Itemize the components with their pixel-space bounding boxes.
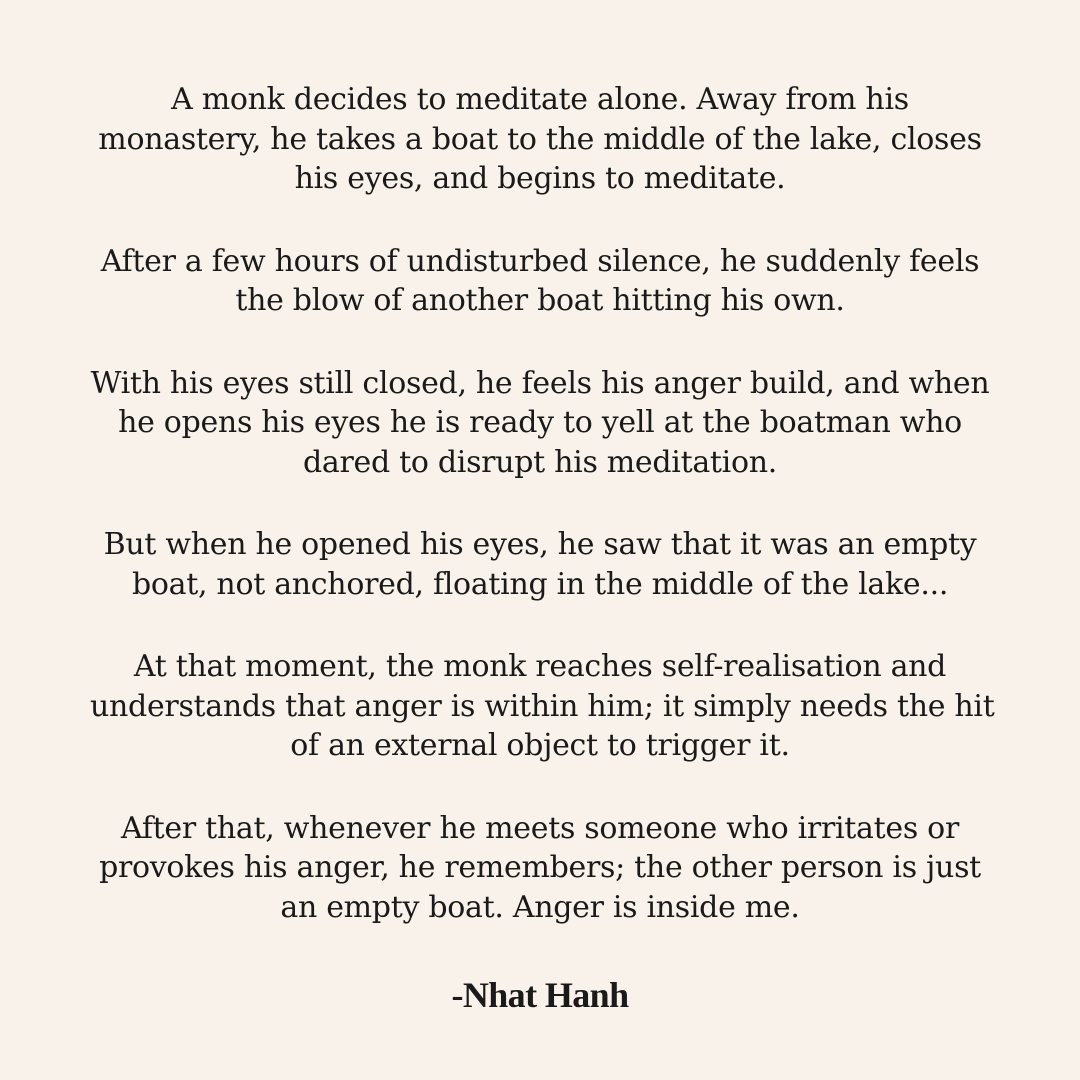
paragraph-line: understands that anger is within him; it simply needs the hit bbox=[90, 688, 995, 724]
paragraph-line: With his eyes still closed, he feels his anger build, and when bbox=[90, 365, 990, 401]
paragraph-line: At that moment, the monk reaches self-realisation and bbox=[133, 649, 947, 684]
paragraph-line: A monk decides to meditate alone. Away from his bbox=[171, 82, 909, 117]
paragraph-line: he opens his eyes he is ready to yell at the boatman who bbox=[118, 405, 962, 440]
story-text bbox=[90, 80, 995, 927]
quote-attribution: -Nhat Hanh bbox=[451, 975, 629, 1015]
paragraph-4 bbox=[90, 525, 990, 604]
paragraph-line: the blow of another boat hitting his own. bbox=[235, 283, 845, 318]
paragraph-5 bbox=[90, 647, 995, 766]
paragraph-1 bbox=[90, 80, 990, 199]
paragraph-line: After that, whenever he meets someone who irritates or bbox=[121, 810, 959, 846]
paragraph-2 bbox=[90, 242, 990, 321]
paragraph-3 bbox=[90, 364, 990, 483]
paragraph-line: provokes his anger, he remembers; the other person is just bbox=[99, 850, 981, 885]
paragraph-line: monastery, he takes a boat to the middle of the lake, closes bbox=[98, 121, 982, 157]
paragraph-line: dared to disrupt his meditation. bbox=[303, 444, 777, 480]
paragraph-6 bbox=[90, 809, 990, 928]
paragraph-line: his eyes, and begins to meditate. bbox=[294, 161, 786, 196]
paragraph-line: of an external object to trigger it. bbox=[290, 728, 790, 763]
paragraph-line: After a few hours of undisturbed silence, he suddenly feels bbox=[100, 243, 980, 279]
paragraph-line: an empty boat. Anger is inside me. bbox=[280, 889, 800, 925]
paragraph-line: But when he opened his eyes, he saw that it was an empty bbox=[103, 527, 977, 562]
paragraph-line: boat, not anchored, floating in the middle of the lake... bbox=[131, 566, 949, 602]
